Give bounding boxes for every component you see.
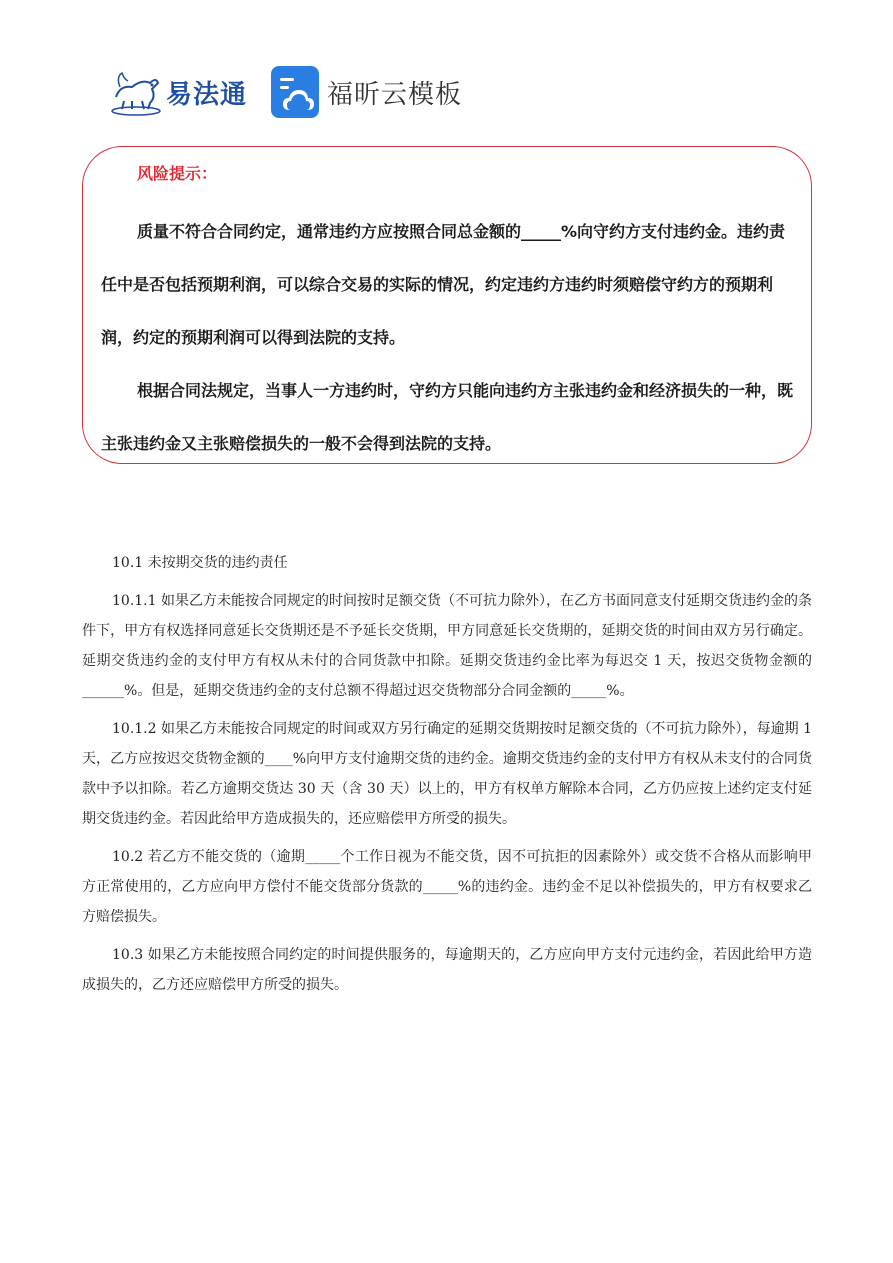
foxit-template-logo <box>271 66 462 118</box>
header <box>106 62 462 122</box>
clause-paragraph: 10.2 若乙方不能交货的（逾期_____个工作日视为不能交货，因不可抗拒的因素除外）或交货不合格从而影响甲方正常使用的，乙方应向甲方偿付不能交货部分货款的_____%的违约金。违约金不足以补偿损失的，甲方有权要求乙方赔偿损失。 <box>82 849 812 925</box>
risk-paragraph: 根据合同法规定，当事人一方违约时，守约方只能向违约方主张违约金和经济损失的一种，既主张违约金又主张赔偿损失的一般不会得到法院的支持。 <box>101 381 794 453</box>
risk-warning-box <box>82 146 812 464</box>
clause-paragraph: 10.1.1 如果乙方未能按合同规定的时间按时足额交货（不可抗力除外），在乙方书面同意支付延期交货违约金的条件下，甲方有权选择同意延长交货期还是不予延长交货期，甲方同意延长交货期的，延期交货的时间由双方另行确定。延期交货违约金的支付甲方有权从未付的合同货款中扣除。延期交货违约金比率为每迟交 1 天，按迟交货物金额的______%。但是，延期交货违约金的支付总额不得超过迟交货物部分合同金额的_____%。 <box>82 593 812 699</box>
risk-paragraph: 质量不符合合同约定，通常违约方应按照合同总金额的_____%向守约方支付违约金。违约责任中是否包括预期利润，可以综合交易的实际的情况，约定违约方违约时须赔偿守约方的预期利润，约定的预期利润可以得到法院的支持。 <box>101 222 786 347</box>
risk-body <box>101 205 801 470</box>
cloud-doc-icon <box>271 66 319 118</box>
clause-paragraph: 10.1.2 如果乙方未能按合同规定的时间或双方另行确定的延期交货期按时足额交货的（不可抗力除外），每逾期 1 天，乙方应按迟交货物金额的____%向甲方支付逾期交货的违约金。逾期交货违约金的支付甲方有权从未支付的合同货款中予以扣除。若乙方逾期交货达 30 天（含 30 天）以上的，甲方有权单方解除本合同，乙方仍应按上述约定支付延期交货违约金。若因此给甲方造成损失的，还应赔偿甲方所受的损失。 <box>82 721 812 827</box>
yifatong-logo <box>106 67 247 117</box>
logo1-text: 易法通 <box>166 79 248 110</box>
contract-body <box>82 548 812 1000</box>
section-title: 10.1 未按期交货的违约责任 <box>112 555 288 571</box>
logo2-text: 福昕云模板 <box>327 79 463 110</box>
qilin-icon <box>106 67 164 117</box>
risk-title: 风险提示： <box>137 164 218 183</box>
clause-paragraph: 10.3 如果乙方未能按照合同约定的时间提供服务的，每逾期天的，乙方应向甲方支付元违约金，若因此给甲方造成损失的，乙方还应赔偿甲方所受的损失。 <box>82 947 812 993</box>
